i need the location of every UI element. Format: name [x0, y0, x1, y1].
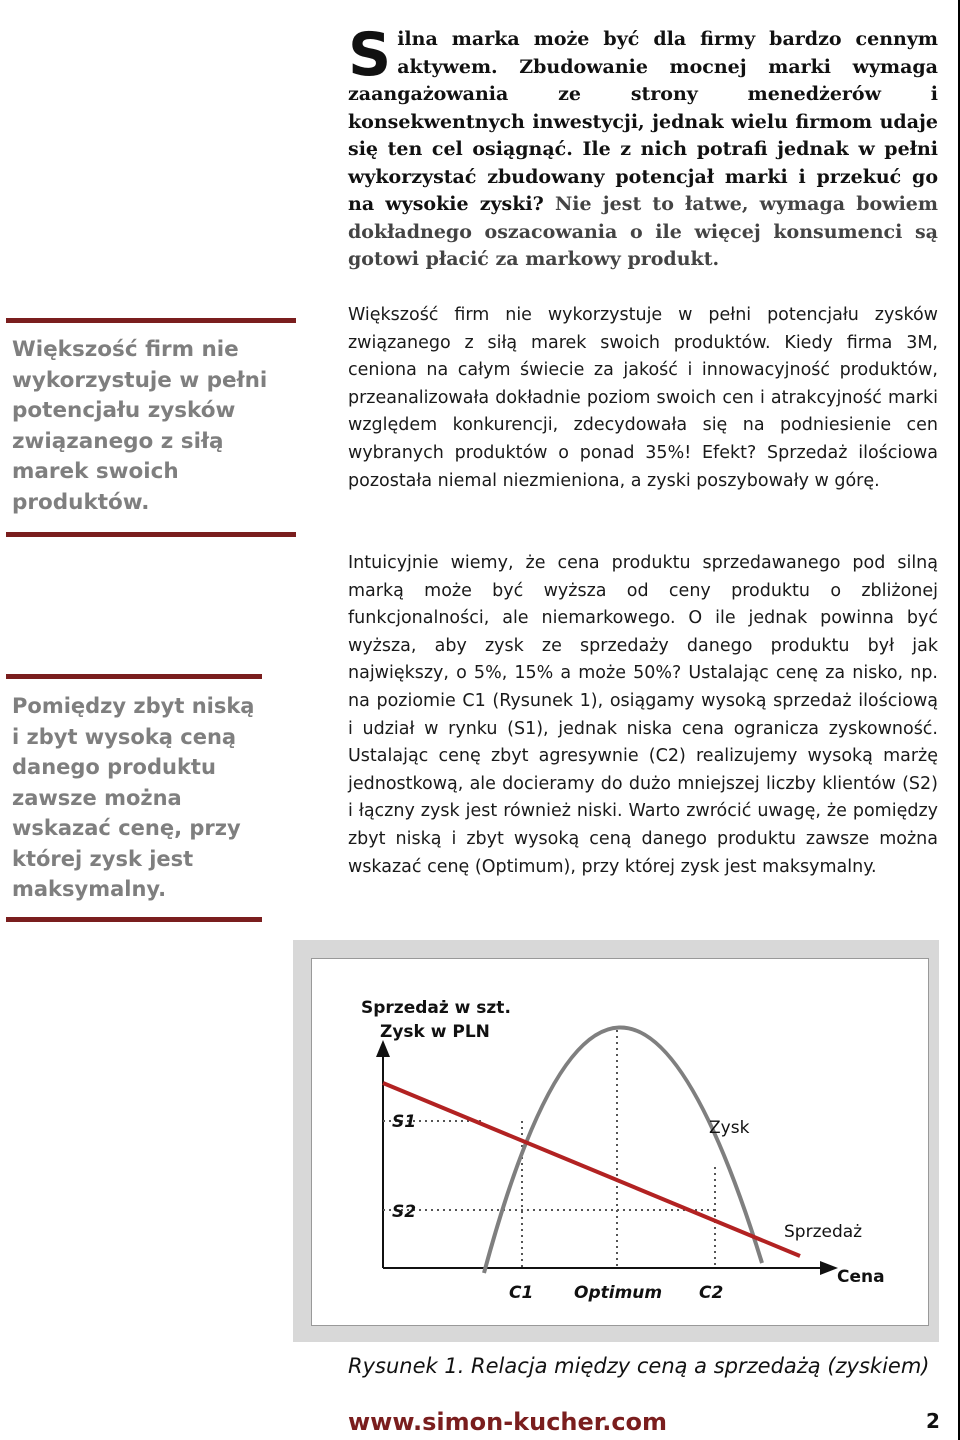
pull-quote-bottom-rule	[6, 532, 296, 537]
series-label-sprzedaz: Sprzedaż	[784, 1222, 863, 1242]
drop-cap: S	[348, 20, 392, 90]
x-axis-arrow	[820, 1261, 838, 1275]
pull-quote-1	[6, 318, 296, 537]
ylabel-line1: Sprzedaż w szt.	[361, 998, 511, 1018]
intro-text-b: Nie jest to łatwe, wymaga bowiem dokładnego oszacowania o ile więcej konsumenci są gotowi płacić za markowy produkt.	[348, 193, 938, 270]
chart-panel	[311, 958, 929, 1326]
figure-frame	[293, 940, 939, 1342]
y-tick-s1: S1	[392, 1112, 417, 1132]
ylabel-line2: Zysk w PLN	[380, 1022, 490, 1042]
series-zysk-curve	[484, 1027, 762, 1273]
y-tick-s2: S2	[392, 1202, 417, 1222]
footer-url-link[interactable]: www.simon-kucher.com	[348, 1408, 668, 1436]
pull-quote-bottom-rule	[6, 917, 262, 922]
price-profit-chart	[312, 959, 928, 1325]
series-label-zysk: Zysk	[709, 1118, 750, 1138]
body-paragraph-3m: Większość firm nie wykorzystuje w pełni potencjału zysków związanego z siłą marek swoich produktów. Kiedy firma 3M, ceniona na całym świecie za jakość i innowacyjność produktów, przeanalizowała dokładnie poziom swoich cen i atrakcyjność marki względem konkurencji, zdecydowała się na podniesienie cen wybranych produktów o ponad 35%! Efekt? Sprzedaż ilościowa pozostała niemal niezmieniona, a zyski poszybowały w górę.	[348, 305, 938, 491]
pull-quote-text: Pomiędzy zbyt niską i zbyt wysoką ceną danego produktu zawsze można wskazać cenę, przy której zysk jest maksymalny.	[12, 694, 255, 901]
intro-text-a: ilna marka może być dla firmy bardzo cennym aktywem. Zbudowanie mocnej marki wymaga zaangażowania ze strony menedżerów i konsekwentnych inwestycji, jednak wielu firmom udaje się ten cel osiągnąć. Ile z nich potrafi jednak w pełni wykorzystać zbudowany potencjał marki i przekuć go na wysokie zyski?	[348, 28, 938, 215]
body-paragraph-pricing: Intuicyjnie wiemy, że cena produktu sprzedawanego pod silną marką może być wyższa od ceny produktu o zbliżonej funkcjonalności, ale niemarkowego. O ile jednak powinna być wyższa, aby zysk ze sprzedaży danego produktu był jak największy, o 5%, 15% a może 50%? Ustalając cenę za nisko, np. na poziomie C1 (Rysunek 1), osiągamy wysoką sprzedaż ilościową i udział w rynku (S1), jednak niska cena ogranicza zyskowność. Ustalając cenę zbyt agresywnie (C2) realizujemy wysoką marżę jednostkową, ale docieramy do dużo mniejszej liczby klientów (S2) i łączny zysk jest również niski. Warto zwrócić uwagę, że pomiędzy zbyt niską i zbyt wysoką ceną danego produktu zawsze można wskazać cenę (Optimum), przy której zysk jest maksymalny.	[348, 553, 938, 877]
pull-quote-text: Większość firm nie wykorzystuje w pełni potencjału zysków związanego z siłą marek swoich produktów.	[12, 337, 268, 515]
series-sprzedaz-line	[383, 1083, 800, 1256]
page-number: 2	[926, 1409, 940, 1433]
xlabel-cena: Cena	[837, 1267, 885, 1287]
pull-quote-2	[6, 674, 262, 922]
x-tick-c1: C1	[509, 1283, 534, 1303]
intro-paragraph	[348, 20, 938, 274]
x-tick-c2: C2	[699, 1283, 724, 1303]
x-tick-optimum: Optimum	[574, 1283, 663, 1303]
figure-caption: Rysunek 1. Relacja między ceną a sprzedażą (zyskiem)	[348, 1354, 930, 1378]
y-axis-arrow	[376, 1040, 390, 1057]
